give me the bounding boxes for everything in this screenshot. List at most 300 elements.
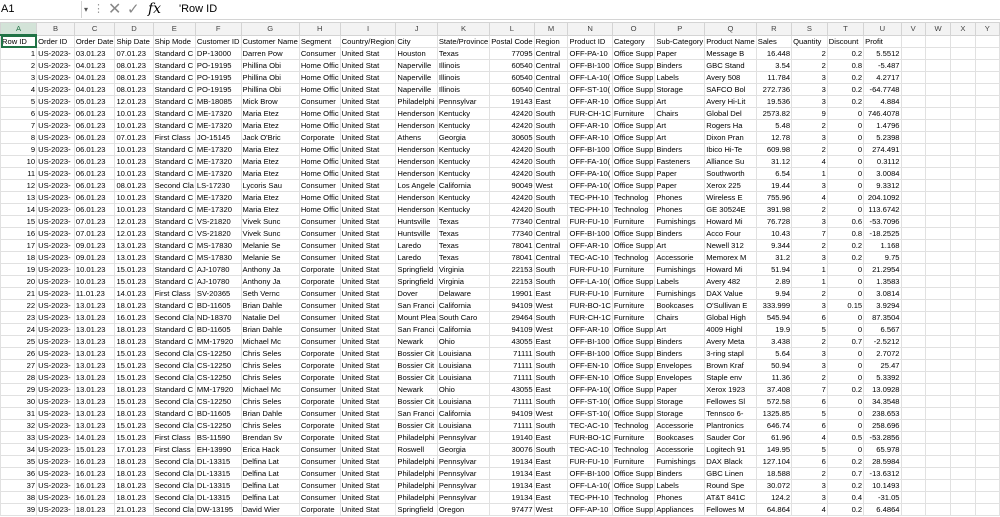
data-cell[interactable]: 06.01.23 [74,180,115,192]
data-cell[interactable]: 3 [1,72,37,84]
data-cell[interactable]: 1325.85 [756,408,791,420]
empty-cell[interactable] [925,348,950,360]
data-cell[interactable]: Technolog [612,420,655,432]
data-cell[interactable]: Chris Seles [241,396,299,408]
data-cell[interactable]: Alliance Su [705,156,757,168]
empty-cell[interactable] [951,372,975,384]
data-cell[interactable]: 27 [1,360,37,372]
data-cell[interactable]: ME-17320 [195,156,241,168]
data-cell[interactable]: 14.01.23 [115,288,153,300]
data-cell[interactable]: East [534,492,568,504]
data-cell[interactable]: 19.9 [756,324,791,336]
data-cell[interactable]: ME-17320 [195,144,241,156]
data-cell[interactable]: 19134 [490,492,534,504]
data-cell[interactable]: TEC-PH-10 [568,204,612,216]
data-cell[interactable]: EH-13990 [195,444,241,456]
data-cell[interactable]: 13.01.23 [115,240,153,252]
data-cell[interactable]: Bossier Cit [396,420,437,432]
header-cell[interactable]: Quantity [792,35,828,48]
empty-cell[interactable] [975,312,999,324]
data-cell[interactable]: Wireless E [705,192,757,204]
data-cell[interactable]: 6.567 [864,324,901,336]
data-cell[interactable]: OFF-FA-10( [568,156,612,168]
data-cell[interactable]: 2 [792,120,828,132]
empty-cell[interactable] [975,252,999,264]
data-cell[interactable]: 64.864 [756,504,791,516]
data-cell[interactable]: Chris Seles [241,372,299,384]
data-cell[interactable]: 43055 [490,336,534,348]
data-cell[interactable]: 13.01.23 [74,396,115,408]
data-cell[interactable]: Delfina Lat [241,456,299,468]
data-cell[interactable]: Office Supp [613,61,654,70]
data-cell[interactable]: Howard Mi [705,216,757,228]
data-cell[interactable]: 30.072 [756,480,791,492]
data-cell[interactable]: United Stat [340,480,396,492]
empty-cell[interactable] [975,72,999,84]
data-cell[interactable]: -53.7096 [864,216,901,228]
data-cell[interactable]: Jack O'Bric [241,132,299,144]
data-cell[interactable]: 35 [1,456,37,468]
data-cell[interactable]: US-2023- [37,156,75,168]
data-cell[interactable]: FUR-CH-1C [569,313,611,322]
data-cell[interactable]: Furnishings [655,288,705,300]
data-cell[interactable]: United Stat [340,468,396,480]
empty-cell[interactable] [951,228,975,240]
data-cell[interactable]: FUR-FU-10 [568,456,612,468]
data-cell[interactable]: Standard C [153,408,195,420]
empty-cell[interactable] [975,276,999,288]
data-cell[interactable]: Springfield [396,504,437,516]
data-cell[interactable]: 33 [1,432,37,444]
data-cell[interactable]: FUR-FU-10 [568,216,612,228]
data-cell[interactable]: East [534,288,568,300]
data-cell[interactable]: 13.01.23 [74,300,115,312]
data-cell[interactable]: 391.98 [756,204,791,216]
data-cell[interactable]: 0 [827,312,863,324]
data-cell[interactable]: CS-12250 [195,420,241,432]
data-cell[interactable]: 10.01.23 [115,120,153,132]
data-cell[interactable]: Office Supp [613,277,654,286]
data-cell[interactable]: East [534,432,568,444]
header-cell[interactable]: Customer Name [242,36,298,46]
data-cell[interactable]: OFF-EN-10 [568,372,612,384]
data-cell[interactable]: Xerox 1923 [705,384,757,396]
data-cell[interactable]: Art [655,120,705,132]
column-header-f[interactable]: F [195,23,241,36]
data-cell[interactable]: Maria Etez [241,204,299,216]
data-cell[interactable]: 2.89 [756,276,791,288]
data-cell[interactable]: Philadelphi [396,456,437,468]
data-cell[interactable]: Corporate [299,432,340,444]
data-cell[interactable]: 0 [827,372,863,384]
data-cell[interactable]: 05.01.23 [74,96,115,108]
data-cell[interactable]: Accessorie [655,444,705,456]
data-cell[interactable]: Second Cla [154,397,194,406]
data-cell[interactable]: 6 [1,108,37,120]
data-cell[interactable]: PO-19195 [195,60,241,72]
empty-cell[interactable] [951,252,975,264]
data-cell[interactable]: ME-17320 [195,204,241,216]
data-cell[interactable]: 13.01.23 [74,372,115,384]
data-cell[interactable]: 5 [792,408,828,420]
empty-cell[interactable] [951,60,975,72]
data-cell[interactable]: 12.01.23 [115,228,153,240]
data-cell[interactable]: East [534,96,568,108]
data-cell[interactable]: 0 [827,180,863,192]
empty-cell[interactable] [901,480,925,492]
column-header-u[interactable]: U [864,23,901,36]
data-cell[interactable]: DL-13315 [195,468,241,480]
data-cell[interactable]: Standard C [153,96,195,108]
data-cell[interactable]: 0.2 [827,96,863,108]
data-cell[interactable]: Paper [655,168,705,180]
data-cell[interactable]: 18.01.23 [115,336,153,348]
data-cell[interactable]: DL-13315 [195,456,241,468]
data-cell[interactable]: Phillina Obi [241,84,299,96]
data-cell[interactable]: 18.01.23 [115,480,153,492]
data-cell[interactable]: United Stat [340,372,396,384]
empty-cell[interactable] [975,492,999,504]
data-cell[interactable]: 11.36 [756,372,791,384]
empty-cell[interactable] [925,35,950,48]
empty-cell[interactable] [925,204,950,216]
insert-function-icon[interactable]: fx [148,1,162,17]
data-cell[interactable]: Binders [655,336,705,348]
data-cell[interactable]: 31 [1,408,37,420]
data-cell[interactable]: 4 [792,156,828,168]
data-cell[interactable]: 0 [827,408,863,420]
data-cell[interactable]: Office Supp [613,157,654,166]
empty-cell[interactable] [925,72,950,84]
data-cell[interactable]: California [437,408,489,420]
data-cell[interactable]: 4009 Highl [705,324,757,336]
data-cell[interactable]: 19134 [490,456,534,468]
data-cell[interactable]: OFF-PA-10( [568,168,612,180]
data-cell[interactable]: Paper [655,384,705,396]
data-cell[interactable]: Virginia [437,276,489,288]
data-cell[interactable]: 13.01.23 [74,384,115,396]
column-header-v[interactable]: V [901,23,925,36]
data-cell[interactable]: US-2023- [37,444,75,456]
data-cell[interactable]: United Stat [340,444,396,456]
data-cell[interactable]: ME-17320 [195,192,241,204]
data-cell[interactable]: Illinois [437,72,489,84]
data-cell[interactable]: 0.15 [827,300,863,312]
data-cell[interactable]: ME-17320 [195,168,241,180]
data-cell[interactable]: Furniture [612,288,655,300]
data-cell[interactable]: Pennsylvar [437,456,489,468]
column-header-c[interactable]: C [74,23,115,36]
data-cell[interactable]: United Stat [340,396,396,408]
data-cell[interactable]: CS-12250 [195,372,241,384]
data-cell[interactable]: Consumer [299,312,340,324]
empty-cell[interactable] [901,468,925,480]
empty-cell[interactable] [925,360,950,372]
data-cell[interactable]: Office Supp [613,349,654,358]
data-cell[interactable]: Memorex M [705,252,757,264]
data-cell[interactable]: 5 [1,96,37,108]
data-cell[interactable]: 60540 [490,72,534,84]
empty-cell[interactable] [975,120,999,132]
data-cell[interactable]: ME-17320 [195,120,241,132]
data-cell[interactable]: 19134 [490,480,534,492]
data-cell[interactable]: United Stat [340,276,396,288]
data-cell[interactable]: Naperville [396,60,437,72]
data-cell[interactable]: 37.408 [756,384,791,396]
data-cell[interactable]: 18.588 [756,468,791,480]
data-cell[interactable]: Standard C [153,240,195,252]
empty-cell[interactable] [975,468,999,480]
empty-cell[interactable] [901,48,925,60]
data-cell[interactable]: Anthony Ja [241,276,299,288]
data-cell[interactable]: 71111 [490,348,534,360]
header-cell[interactable]: Region [534,35,568,48]
data-cell[interactable]: Mick Brow [241,96,299,108]
data-cell[interactable]: 78041 [490,252,534,264]
data-cell[interactable]: 2 [792,60,828,72]
data-cell[interactable]: Rogers Ha [705,120,757,132]
data-cell[interactable]: US-2023- [37,60,75,72]
data-cell[interactable]: Bossier Cit [396,360,437,372]
data-cell[interactable]: 0.4 [827,492,863,504]
data-cell[interactable]: Delfina Lat [241,492,299,504]
data-cell[interactable]: 21.01.23 [115,504,153,516]
empty-cell[interactable] [951,72,975,84]
data-cell[interactable]: Labels [655,276,705,288]
data-cell[interactable]: 08.01.23 [115,84,153,96]
data-cell[interactable]: Sauder Cor [705,432,757,444]
data-cell[interactable]: TEC-AC-10 [568,444,612,456]
data-cell[interactable]: 18.01.23 [115,324,153,336]
data-cell[interactable]: Central [534,60,568,72]
data-cell[interactable]: 3.54 [756,60,791,72]
data-cell[interactable]: Naperville [396,84,437,96]
data-cell[interactable]: US-2023- [37,324,75,336]
data-cell[interactable]: 07.01.23 [74,216,115,228]
data-cell[interactable]: Philadelphi [396,432,437,444]
data-cell[interactable]: West [534,300,568,312]
data-cell[interactable]: Naperville [396,72,437,84]
header-cell[interactable]: State/Province [438,36,489,46]
data-cell[interactable]: South [534,444,568,456]
data-cell[interactable]: 78041 [490,240,534,252]
data-cell[interactable]: Pennsylvar [437,492,489,504]
data-cell[interactable]: 30 [1,396,37,408]
data-cell[interactable]: Furnishings [655,456,705,468]
data-cell[interactable]: 0.2 [827,456,863,468]
empty-cell[interactable] [951,288,975,300]
data-cell[interactable]: US-2023- [37,288,75,300]
data-cell[interactable]: United Stat [340,144,396,156]
data-cell[interactable]: US-2023- [37,276,75,288]
data-cell[interactable]: Accessorie [655,252,705,264]
empty-cell[interactable] [951,48,975,60]
data-cell[interactable]: Furniture [612,312,655,324]
empty-cell[interactable] [901,204,925,216]
data-cell[interactable]: Home Offic [300,169,339,178]
data-cell[interactable]: DAX Black [705,456,757,468]
data-cell[interactable]: 10.43 [756,228,791,240]
data-cell[interactable]: US-2023- [37,384,75,396]
empty-cell[interactable] [925,60,950,72]
empty-cell[interactable] [951,276,975,288]
data-cell[interactable]: Consumer [299,300,340,312]
data-cell[interactable]: 0 [827,444,863,456]
column-header-d[interactable]: D [115,23,153,36]
header-cell[interactable]: Postal Code [491,36,533,46]
empty-cell[interactable] [901,108,925,120]
data-cell[interactable]: Binders [655,60,705,72]
data-cell[interactable]: 10.01.23 [115,108,153,120]
data-cell[interactable]: OFF-AP-10 [568,504,612,516]
data-cell[interactable]: South [534,144,568,156]
empty-cell[interactable] [975,180,999,192]
data-cell[interactable]: Standard C [153,252,195,264]
data-cell[interactable]: 42420 [490,192,534,204]
data-cell[interactable]: 6 [792,396,828,408]
data-cell[interactable]: Consumer [299,468,340,480]
data-cell[interactable]: 97477 [490,504,534,516]
data-cell[interactable]: 2 [792,144,828,156]
data-cell[interactable]: Kentucky [437,168,489,180]
data-cell[interactable]: 3 [792,180,828,192]
data-cell[interactable]: 9.94 [756,288,791,300]
empty-cell[interactable] [951,444,975,456]
empty-cell[interactable] [951,408,975,420]
data-cell[interactable]: US-2023- [37,504,75,516]
data-cell[interactable]: 04.01.23 [74,84,115,96]
data-cell[interactable]: United Stat [340,492,396,504]
data-cell[interactable]: 2 [792,48,828,60]
data-cell[interactable]: Labels [655,480,705,492]
empty-cell[interactable] [925,228,950,240]
data-cell[interactable]: Paper [655,180,705,192]
empty-cell[interactable] [925,336,950,348]
data-cell[interactable]: 16 [1,228,37,240]
data-cell[interactable]: US-2023- [37,468,75,480]
data-cell[interactable]: Consumer [299,252,340,264]
empty-cell[interactable] [925,132,950,144]
data-cell[interactable]: 2 [792,204,828,216]
empty-cell[interactable] [975,264,999,276]
header-cell[interactable]: Discount [827,35,863,48]
data-cell[interactable]: Standard C [153,168,195,180]
data-cell[interactable]: 0.7 [827,336,863,348]
data-cell[interactable]: Consumer [299,228,340,240]
data-cell[interactable]: San Franci [396,324,437,336]
data-cell[interactable]: 10.01.23 [74,264,115,276]
data-cell[interactable]: Global Del [705,108,757,120]
data-cell[interactable]: 30076 [490,444,534,456]
data-cell[interactable]: 77095 [490,48,534,60]
data-cell[interactable]: 0.2 [827,84,863,96]
data-cell[interactable]: 77340 [490,216,534,228]
empty-cell[interactable] [951,35,975,48]
data-cell[interactable]: 6 [792,456,828,468]
data-cell[interactable]: Delfina Lat [241,480,299,492]
data-cell[interactable]: US-2023- [37,228,75,240]
data-cell[interactable]: United Stat [340,48,396,60]
empty-cell[interactable] [901,72,925,84]
data-cell[interactable]: Texas [437,228,489,240]
empty-cell[interactable] [901,84,925,96]
data-cell[interactable]: 06.01.23 [74,108,115,120]
empty-cell[interactable] [901,312,925,324]
empty-cell[interactable] [925,264,950,276]
empty-cell[interactable] [951,432,975,444]
data-cell[interactable]: Texas [437,252,489,264]
data-cell[interactable]: US-2023- [37,240,75,252]
empty-cell[interactable] [901,228,925,240]
data-cell[interactable]: 15.01.23 [115,372,153,384]
data-cell[interactable]: US-2023- [37,432,75,444]
data-cell[interactable]: United Stat [340,84,396,96]
data-cell[interactable]: US-2023- [37,396,75,408]
data-cell[interactable]: South [534,192,568,204]
empty-cell[interactable] [925,156,950,168]
data-cell[interactable]: JO-15145 [195,132,241,144]
data-cell[interactable]: 19.44 [756,180,791,192]
data-cell[interactable]: Furnishings [655,264,705,276]
data-cell[interactable]: Office Supp [613,481,654,490]
data-cell[interactable]: Louisiana [437,420,489,432]
data-cell[interactable]: 7 [792,228,828,240]
data-cell[interactable]: 1 [792,168,828,180]
data-cell[interactable]: Louisiana [437,348,489,360]
data-cell[interactable]: 646.74 [756,420,791,432]
data-cell[interactable]: Consumer [299,324,340,336]
data-cell[interactable]: United Stat [340,384,396,396]
data-cell[interactable]: 19901 [490,288,534,300]
data-cell[interactable]: 7 [792,384,828,396]
data-cell[interactable]: 16.01.23 [74,468,115,480]
data-cell[interactable]: United Stat [340,300,396,312]
data-cell[interactable]: Consumer [299,216,340,228]
empty-cell[interactable] [925,408,950,420]
data-cell[interactable]: Home Offic [300,145,339,154]
empty-cell[interactable] [951,132,975,144]
data-cell[interactable]: Technolog [612,492,655,504]
data-cell[interactable]: SV-20365 [195,288,241,300]
data-cell[interactable]: BD-11605 [195,324,241,336]
data-cell[interactable]: 06.01.23 [74,132,115,144]
data-cell[interactable]: 18.01.23 [115,408,153,420]
empty-cell[interactable] [975,384,999,396]
data-cell[interactable]: Illinois [437,60,489,72]
data-cell[interactable]: 0.3112 [864,156,901,168]
data-cell[interactable]: 3.0814 [864,288,901,300]
chevron-down-icon[interactable]: ▾ [84,5,89,14]
data-cell[interactable]: OFF-ST-10( [568,408,612,420]
data-cell[interactable]: MS-17830 [195,240,241,252]
data-cell[interactable]: 12.78 [756,132,791,144]
data-cell[interactable]: Springfield [396,276,437,288]
data-cell[interactable]: 0 [827,132,863,144]
empty-cell[interactable] [951,396,975,408]
data-cell[interactable]: Appliances [655,504,705,516]
empty-cell[interactable] [901,35,925,48]
enter-icon[interactable]: ✓ [127,1,140,18]
data-cell[interactable]: 0.8 [827,228,863,240]
data-cell[interactable]: United Stat [340,180,396,192]
data-cell[interactable]: 08.01.23 [115,180,153,192]
data-cell[interactable]: Central [534,72,568,84]
data-cell[interactable]: 94109 [490,324,534,336]
empty-cell[interactable] [925,312,950,324]
column-header-j[interactable]: J [396,23,437,36]
data-cell[interactable]: FUR-BO-1C [569,433,611,442]
data-cell[interactable]: Office Supp [613,361,654,370]
